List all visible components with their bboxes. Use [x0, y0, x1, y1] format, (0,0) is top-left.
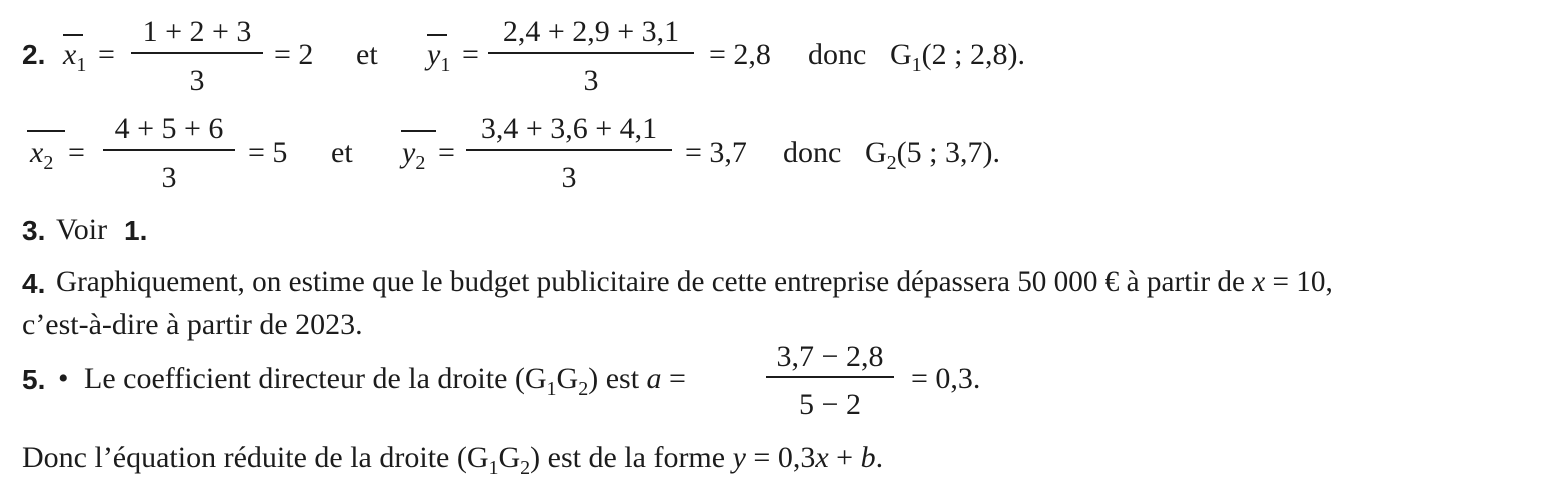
frac3-bar [103, 149, 235, 151]
mean-bar-x2 [27, 130, 65, 132]
step3-text: Voir [56, 213, 108, 246]
conj-donc: donc [783, 136, 842, 169]
frac4-denominator: 3 [561, 161, 577, 194]
frac2-numerator: 2,4 + 2,9 + 3,1 [502, 15, 680, 48]
frac2-bar [488, 52, 694, 54]
equals-sign: = [462, 38, 479, 71]
conj-et: et [356, 38, 378, 71]
equals-sign: = [68, 136, 85, 169]
step3-number: 3. [22, 215, 46, 246]
frac1-numerator: 1 + 2 + 3 [142, 15, 252, 48]
frac4-bar [466, 149, 672, 151]
mean-bar-y1 [427, 34, 447, 36]
result-2: = 2,8 [709, 38, 771, 71]
conj-et: et [331, 136, 353, 169]
conclusion-text: Donc l’équation réduite de la droite $(G_1G_2)$ est de la forme y = 0,3x + b. [22, 441, 884, 479]
step5-text: Le coefficient directeur de la droite $(G_1G_2)$ est a = [84, 362, 686, 400]
bullet-icon: • [58, 362, 69, 395]
result-3: = 5 [248, 136, 288, 169]
var-x1: $x_1$ [63, 38, 87, 76]
mean-bar-y2 [401, 130, 436, 132]
step4-text: Graphiquement, on estime que le budget publicitaire de cette entreprise dépassera 50 000 € à partir de x = 10, [56, 266, 1333, 298]
var-x2: $x_2$ [30, 136, 54, 174]
conj-donc: donc [808, 38, 867, 71]
equals-sign: = [438, 136, 455, 169]
result-1: = 2 [274, 38, 314, 71]
step4-number: 4. [22, 268, 46, 299]
slope-fraction-bar [766, 376, 894, 378]
var-y2: $y_2$ [402, 136, 426, 174]
frac3-numerator: 4 + 5 + 6 [114, 112, 224, 145]
slope-result: = 0,3. [911, 362, 981, 395]
var-y1: $y_1$ [427, 38, 451, 76]
point-g1: $G_1(2$ ; 2,8). [890, 38, 1025, 76]
frac2-denominator: 3 [583, 64, 599, 97]
equals-sign: = [98, 38, 115, 71]
slope-denominator: 5 − 2 [799, 388, 861, 421]
frac1-denominator: 3 [189, 64, 205, 97]
frac3-denominator: 3 [161, 161, 177, 194]
slope-numerator: 3,7 − 2,8 [776, 340, 884, 373]
step2-number: 2. [22, 39, 46, 70]
frac1-bar [131, 52, 263, 54]
step5-number: 5. [22, 364, 46, 395]
result-4: = 3,7 [685, 136, 747, 169]
step3-reference: 1. [124, 215, 148, 246]
mean-bar-x1 [63, 34, 83, 36]
frac4-numerator: 3,4 + 3,6 + 4,1 [480, 112, 658, 145]
point-g2: $G_2(5$ ; 3,7). [865, 136, 1000, 174]
step4-text-line2: c’est-à-dire à partir de 2023. [22, 308, 363, 341]
